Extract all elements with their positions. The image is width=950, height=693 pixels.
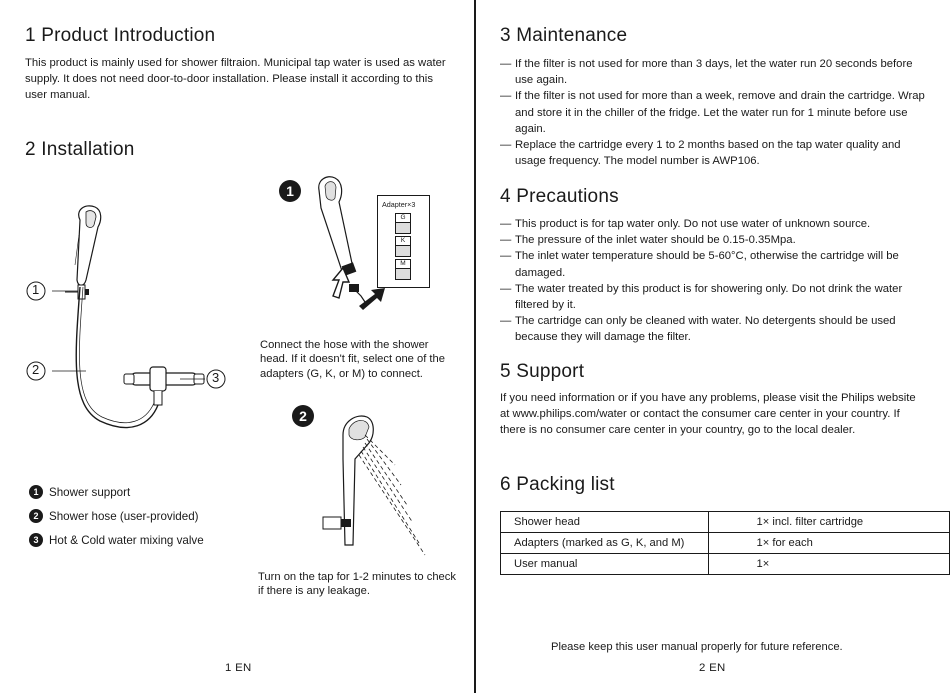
shower-hose-illustration [76, 287, 158, 428]
adapter-k-label: K [396, 237, 410, 246]
adapter-m [395, 259, 411, 280]
shower-set-diagram [20, 195, 250, 455]
list-item: — The cartridge can only be cleaned with water. No detergents should be used because they will damage the filter. [500, 315, 896, 344]
callout-3-label: 3 [212, 370, 220, 385]
table-row [501, 533, 950, 554]
list-item: — This product is for tap water only. Do not use water of unknown source. [500, 218, 871, 230]
section-title-installation: 2 Installation [25, 139, 135, 160]
adapter-g-label: G [396, 214, 410, 223]
list-item: — Replace the cartridge every 1 to 2 months based on the tap water quality and usage frequency. The model number is AWP106. [500, 139, 901, 168]
mixing-valve-illustration [124, 367, 204, 405]
water-spray-icon [359, 435, 425, 555]
page-number-right: 2 EN [699, 662, 726, 674]
step-2-caption: Turn on the tap for 1-2 minutes to check if there is any leakage. [258, 571, 456, 598]
section-title-support: 5 Support [500, 361, 585, 382]
table-cell-qty: 1× incl. filter cartridge [708, 512, 950, 533]
maintenance-list [500, 56, 928, 169]
section-title-packing-list: 6 Packing list [500, 474, 615, 495]
callout-1-label: 1 [32, 282, 40, 297]
adapter-g [395, 213, 411, 234]
callout-2-label: 2 [32, 362, 40, 377]
page-number-left: 1 EN [225, 662, 252, 674]
step-2-badge: 2 [292, 405, 314, 427]
table-cell-item: Shower head [501, 512, 709, 533]
legend-number-2: 2 [29, 509, 43, 523]
list-item: — The pressure of the inlet water should be 0.15-0.35Mpa. [500, 234, 796, 247]
step-2-illustration [315, 405, 435, 555]
legend-item-shower-support [29, 485, 130, 499]
table-row [501, 512, 950, 533]
adapter-box [377, 195, 430, 288]
footnote: Please keep this user manual properly for future reference. [551, 641, 843, 653]
section-title-precautions: 4 Precautions [500, 186, 619, 207]
legend-label-1: Shower support [49, 485, 131, 499]
list-item: — If the filter is not used for more than 3 days, let the water run 20 seconds before use again. [500, 58, 913, 87]
list-item: — The water treated by this product is for showering only. Do not drink the water filtered by it. [500, 282, 903, 312]
legend-item-shower-hose [29, 509, 199, 523]
list-item: — If the filter is not used for more than a week, remove and drain the cartridge. Wrap and store it in the chiller of the fridge. Let the water run for 1 minute before use again. [500, 90, 925, 135]
packing-list-table [500, 511, 950, 575]
adapter-k [395, 236, 411, 257]
right-page [476, 0, 950, 693]
adapter-box-title: Adapter×3 [382, 200, 416, 209]
table-cell-qty: 1× [708, 554, 950, 575]
table-row [501, 554, 950, 575]
legend-number-3: 3 [29, 533, 43, 547]
section-title-product-introduction: 1 Product Introduction [25, 25, 216, 46]
table-cell-item: Adapters (marked as G, K, and M) [501, 533, 709, 554]
legend-label-3: Hot & Cold water mixing valve [49, 533, 204, 547]
shower-head-illustration [75, 206, 101, 285]
support-body: If you need information or if you have any problems, please visit the Philips website at www.philips.com/water or contact the consumer care center in your country. If there is no consumer care center in your country, go to the local dealer. [500, 392, 916, 437]
section-title-maintenance: 3 Maintenance [500, 25, 628, 46]
shower-support-illustration [65, 285, 89, 299]
precautions-list [500, 216, 928, 346]
legend-number-1: 1 [29, 485, 43, 499]
legend-label-2: Shower hose (user-provided) [49, 509, 199, 523]
step-1-caption: Connect the hose with the shower head. If it doesn't fit, select one of the adapters (G, K, or M) to connect. [260, 339, 445, 380]
legend-item-mixing-valve [29, 533, 204, 547]
adapter-m-label: M [396, 260, 410, 269]
table-cell-item: User manual [501, 554, 709, 575]
list-item: — The inlet water temperature should be 5-60°C, otherwise the cartridge will be damaged. [500, 250, 899, 279]
step-1-badge: 1 [279, 180, 301, 202]
table-cell-qty: 1× for each [708, 533, 950, 554]
product-introduction-body: This product is mainly used for shower filtraion. Municipal tap water is used as water supply. It does not need door-to-door installation. Please install it according to this user manual. [25, 57, 446, 102]
